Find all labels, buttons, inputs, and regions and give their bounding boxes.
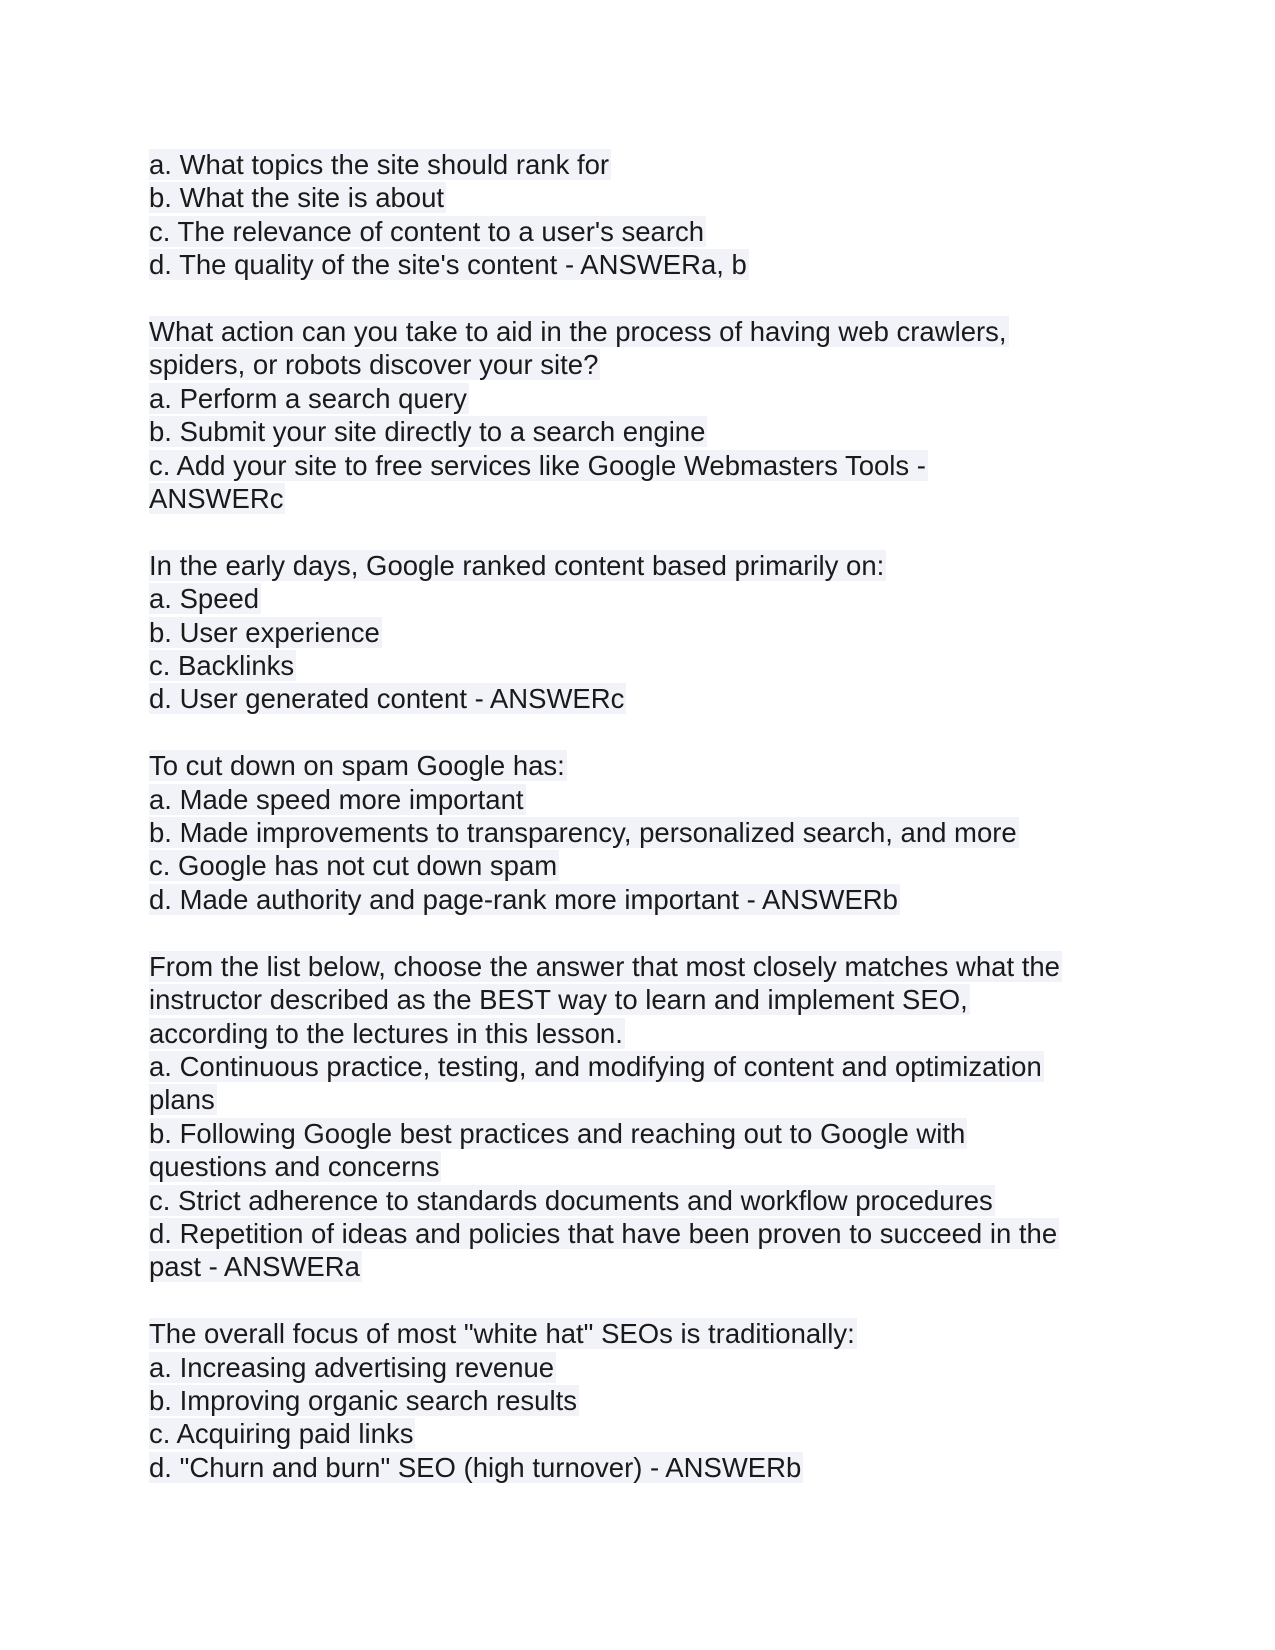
text-line: d. User generated content - ANSWERc	[149, 683, 625, 715]
text-line: c. Add your site to free services like Google Webmasters Tools -	[149, 449, 926, 481]
text-line: instructor described as the BEST way to learn and implement SEO,	[149, 984, 968, 1016]
text-line: c. Google has not cut down spam	[149, 850, 558, 882]
text-line: c. Strict adherence to standards documents and workflow procedures	[149, 1184, 993, 1216]
text-line: d. The quality of the site's content - ANSWERa, b	[149, 249, 747, 281]
text-line: d. Repetition of ideas and policies that have been proven to succeed in the	[149, 1217, 1058, 1249]
text-line: spiders, or robots discover your site?	[149, 349, 599, 381]
text-line: From the list below, choose the answer that most closely matches what the	[149, 950, 1060, 982]
text-line: questions and concerns	[149, 1151, 440, 1183]
text-line: b. What the site is about	[149, 182, 445, 214]
text-line: c. Backlinks	[149, 650, 295, 682]
text-line: a. Continuous practice, testing, and modifying of content and optimization	[149, 1050, 1042, 1082]
text-line: b. Improving organic search results	[149, 1384, 577, 1416]
text-line: ANSWERc	[149, 483, 284, 515]
text-line: b. Submit your site directly to a search engine	[149, 416, 706, 448]
text-line: c. The relevance of content to a user's search	[149, 215, 705, 247]
question-block	[149, 549, 1149, 716]
text-line: To cut down on spam Google has:	[149, 750, 565, 782]
text-line: according to the lectures in this lesson.	[149, 1017, 623, 1049]
question-block	[149, 950, 1149, 1284]
question-block	[149, 1317, 1149, 1484]
text-line: plans	[149, 1084, 215, 1116]
text-line: a. Made speed more important	[149, 783, 524, 815]
question-block	[149, 315, 1149, 515]
text-line: a. What topics the site should rank for	[149, 149, 610, 180]
text-line: The overall focus of most "white hat" SEOs is traditionally:	[149, 1318, 855, 1350]
question-block	[149, 148, 1149, 282]
question-block	[149, 749, 1149, 916]
text-line: d. Made authority and page-rank more important - ANSWERb	[149, 883, 898, 915]
text-line: b. Following Google best practices and reaching out to Google with	[149, 1117, 966, 1149]
text-line: a. Speed	[149, 583, 260, 615]
text-line: a. Increasing advertising revenue	[149, 1351, 555, 1383]
text-line: past - ANSWERa	[149, 1251, 360, 1283]
text-line: d. "Churn and burn" SEO (high turnover) - ANSWERb	[149, 1451, 802, 1483]
text-line: c. Acquiring paid links	[149, 1418, 414, 1450]
text-line: b. User experience	[149, 616, 380, 648]
text-line: In the early days, Google ranked content based primarily on:	[149, 549, 885, 581]
text-line: b. Made improvements to transparency, personalized search, and more	[149, 817, 1017, 849]
document-body	[149, 148, 1149, 1518]
text-line: a. Perform a search query	[149, 382, 467, 414]
text-line: What action can you take to aid in the process of having web crawlers,	[149, 316, 1007, 348]
